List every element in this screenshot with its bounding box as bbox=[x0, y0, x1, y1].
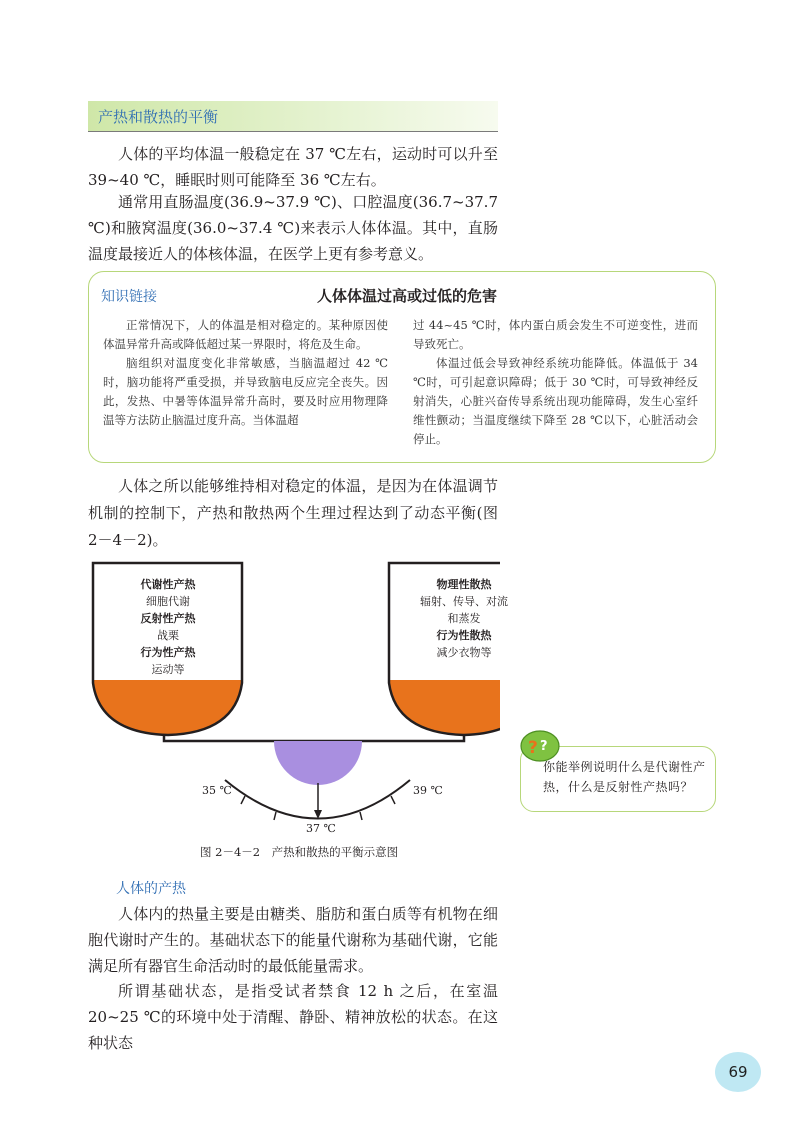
scale-tick-1 bbox=[241, 796, 245, 804]
left-bowl-line1: 代谢性产热 bbox=[140, 578, 196, 591]
paragraph-heat-production: 人体内的热量主要是由糖类、脂肪和蛋白质等有机物在细胞代谢时产生的。基础状态下的能量代谢称为基础代谢，它能满足所有器官生命活动时的最低能量需求。 bbox=[88, 905, 498, 975]
right-bowl-line1: 物理性散热 bbox=[436, 578, 492, 591]
right-bowl-line3: 和蒸发 bbox=[447, 612, 481, 625]
right-bowl-text bbox=[394, 576, 534, 661]
left-bowl-line4: 战栗 bbox=[157, 629, 179, 642]
paragraph-measurement: 通常用直肠温度(36.9~37.9 ℃)、口腔温度(36.7~37.7 ℃)和腋窝温度(36.0~37.4 ℃)来表示人体体温。其中，直肠温度最接近人的体核体温，在医学上更有参考意义。 bbox=[88, 193, 498, 263]
balance-beam bbox=[164, 735, 464, 741]
page-number: 69 bbox=[715, 1052, 761, 1092]
figure-caption: 图 2－4－2 产热和散热的平衡示意图 bbox=[200, 845, 399, 859]
section-title: 产热和散热的平衡 bbox=[98, 108, 219, 126]
knowledge-right-p2: 体温过低会导致神经系统功能降低。体温低于 34 ℃时，可引起意识障碍；低于 30 ℃时，可导致神经反射消失，心脏兴奋传导系统出现功能障碍，发生心室纤维性颤动；当温度继续下降至 28 ℃以下，心脏活动会停止。 bbox=[413, 356, 698, 446]
scale-tick-2 bbox=[274, 812, 276, 820]
section-header bbox=[88, 101, 498, 132]
right-bowl-fluid bbox=[389, 680, 500, 735]
paragraph-body-temperature: 人体的平均体温一般稳定在 37 ℃左右，运动时可以升至 39~40 ℃，睡眠时则可能降至 36 ℃左右。 bbox=[88, 145, 498, 189]
knowledge-left-p2: 脑组织对温度变化非常敏感，当脑温超过 42 ℃时，脑功能将严重受损，并导致脑电反应完全丧失。因此，发热、中暑等体温异常升高时，要及时应用物理降温等方法防止脑温过度升高。当体温超 bbox=[103, 356, 388, 427]
knowledge-right-p1: 过 44~45 ℃时，体内蛋白质会发生不可逆变性，进而导致死亡。 bbox=[413, 318, 698, 351]
knowledge-left-p1: 正常情况下，人的体温是相对稳定的。某种原因使体温异常升高或降低超过某一界限时，将危及生命。 bbox=[103, 318, 388, 351]
left-bowl-line3: 反射性产热 bbox=[140, 612, 196, 625]
scale-tick-4 bbox=[391, 796, 395, 804]
scale-tick-3 bbox=[360, 812, 362, 820]
left-bowl-fluid bbox=[93, 680, 242, 735]
knowledge-right-column bbox=[413, 316, 698, 449]
svg-text:?: ? bbox=[528, 738, 538, 758]
left-bowl-line6: 运动等 bbox=[151, 663, 185, 676]
scale-label-39: 39 ℃ bbox=[413, 784, 443, 797]
svg-text:?: ? bbox=[540, 739, 548, 754]
knowledge-link-title: 人体体温过高或过低的危害 bbox=[317, 287, 498, 305]
left-bowl-line2: 细胞代谢 bbox=[146, 595, 190, 608]
scale-label-35: 35 ℃ bbox=[202, 784, 232, 797]
scale-label-37: 37 ℃ bbox=[306, 822, 336, 835]
right-bowl-line5: 减少衣物等 bbox=[436, 646, 492, 659]
pivot-semicircle bbox=[274, 741, 362, 785]
question-text: 你能举例说明什么是代谢性产热，什么是反射性产热吗？ bbox=[543, 760, 706, 794]
left-bowl-text bbox=[98, 576, 238, 678]
subsection-title: 人体的产热 bbox=[116, 881, 186, 897]
left-bowl-line5: 行为性产热 bbox=[140, 646, 196, 659]
knowledge-link-tag: 知识链接 bbox=[101, 289, 157, 305]
knowledge-left-column bbox=[103, 316, 388, 430]
knowledge-link-box bbox=[88, 271, 716, 463]
paragraph-basal-state: 所谓基础状态，是指受试者禁食 12 h 之后，在室温 20~25 ℃的环境中处于清醒、静卧、精神放松的状态。在这种状态 bbox=[88, 982, 498, 1052]
right-bowl-line4: 行为性散热 bbox=[436, 629, 492, 642]
right-bowl-line2: 辐射、传导、对流 bbox=[420, 595, 508, 608]
question-mascot-icon bbox=[519, 727, 561, 763]
paragraph-balance: 人体之所以能够维持相对稳定的体温，是因为在体温调节机制的控制下，产热和散热两个生理过程达到了动态平衡(图 2－4－2)。 bbox=[88, 477, 498, 549]
